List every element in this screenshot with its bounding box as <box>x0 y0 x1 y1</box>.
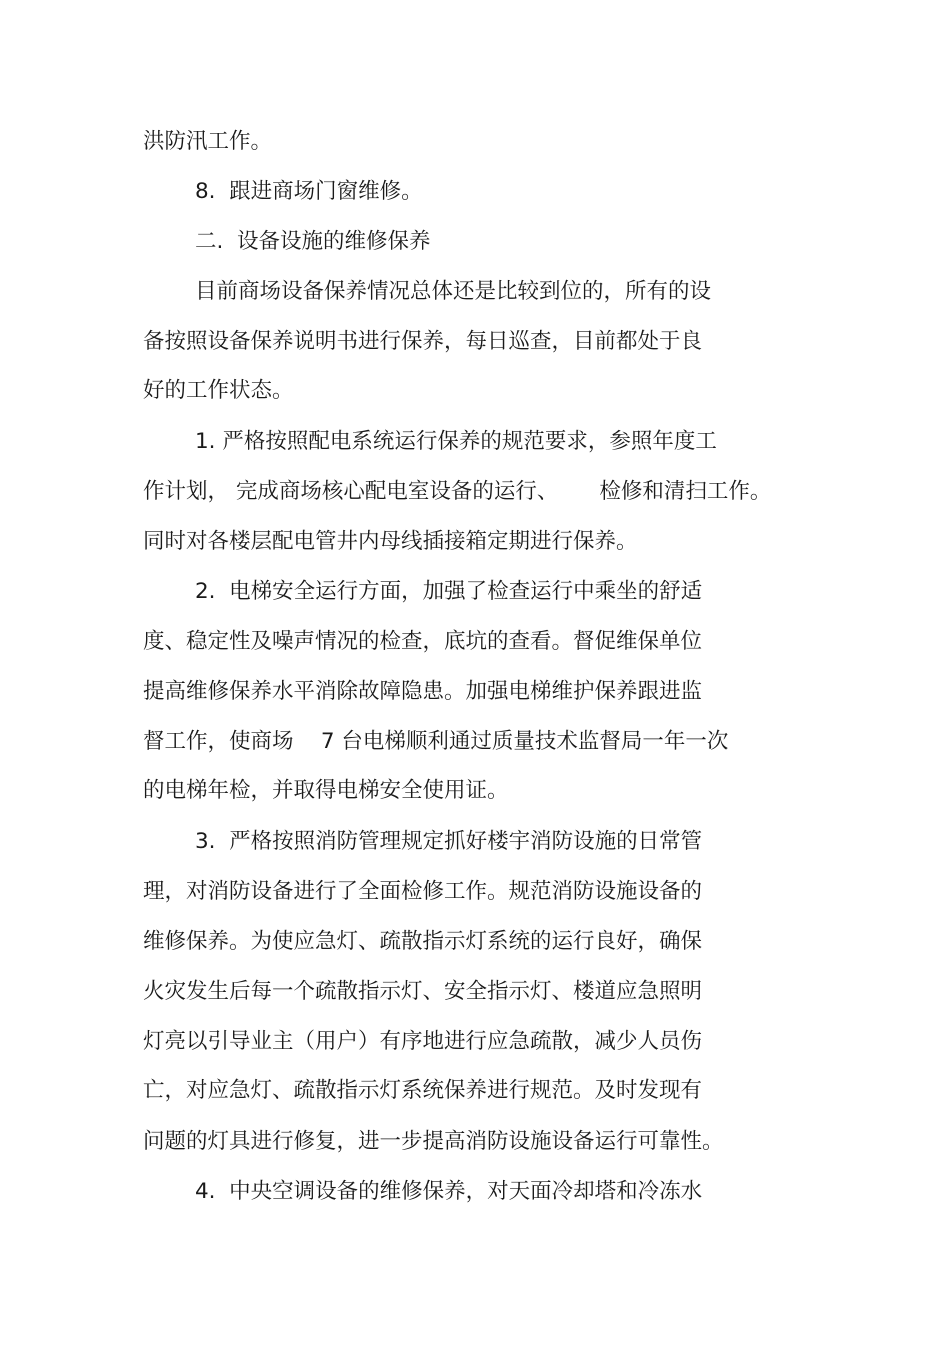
list-item-heading: 8. 跟进商场门窗维修。 <box>195 179 423 204</box>
text-line: 2. 电梯安全运行方面，加强了检查运行中乘坐的舒适 <box>195 579 703 604</box>
text-line: 好的工作状态。 <box>143 378 294 403</box>
text-line: 度、稳定性及噪声情况的检查，底坑的查看。督促维保单位 <box>143 629 703 654</box>
text-line: 亡，对应急灯、疏散指示灯系统保养进行规范。及时发现有 <box>143 1078 703 1103</box>
text-line: 理，对消防设备进行了全面检修工作。规范消防设施设备的 <box>143 879 703 904</box>
text-line: 火灾发生后每一个疏散指示灯、安全指示灯、楼道应急照明 <box>143 979 703 1004</box>
section-heading: 二. 设备设施的维修保养 <box>195 229 431 254</box>
text-line: 目前商场设备保养情况总体还是比较到位的，所有的设 <box>195 279 712 304</box>
text-line: 作计划， 完成商场核心配电室设备的运行、 检修和清扫工作。 <box>143 479 772 504</box>
text-line: 灯亮以引导业主（用户）有序地进行应急疏散，减少人员伤 <box>143 1029 703 1054</box>
text-line: 备按照设备保养说明书进行保养，每日巡查，目前都处于良 <box>143 329 703 354</box>
text-line: 3. 严格按照消防管理规定抓好楼宇消防设施的日常管 <box>195 829 703 854</box>
text-line: 同时对各楼层配电管井内母线插接箱定期进行保养。 <box>143 529 638 554</box>
text-line: 督工作，使商场 7 台电梯顺利通过质量技术监督局一年一次 <box>143 729 729 754</box>
text-line: 4. 中央空调设备的维修保养，对天面冷却塔和冷冻水 <box>195 1179 703 1204</box>
text-line: 的电梯年检，并取得电梯安全使用证。 <box>143 778 509 803</box>
text-line: 洪防汛工作。 <box>143 129 273 154</box>
text-line: 问题的灯具进行修复，进一步提高消防设施设备运行可靠性。 <box>143 1129 724 1154</box>
text-line: 维修保养。为使应急灯、疏散指示灯系统的运行良好，确保 <box>143 929 703 954</box>
text-line: 1. 严格按照配电系统运行保养的规范要求，参照年度工 <box>195 429 717 454</box>
text-line: 提高维修保养水平消除故障隐患。加强电梯维护保养跟进监 <box>143 679 703 704</box>
